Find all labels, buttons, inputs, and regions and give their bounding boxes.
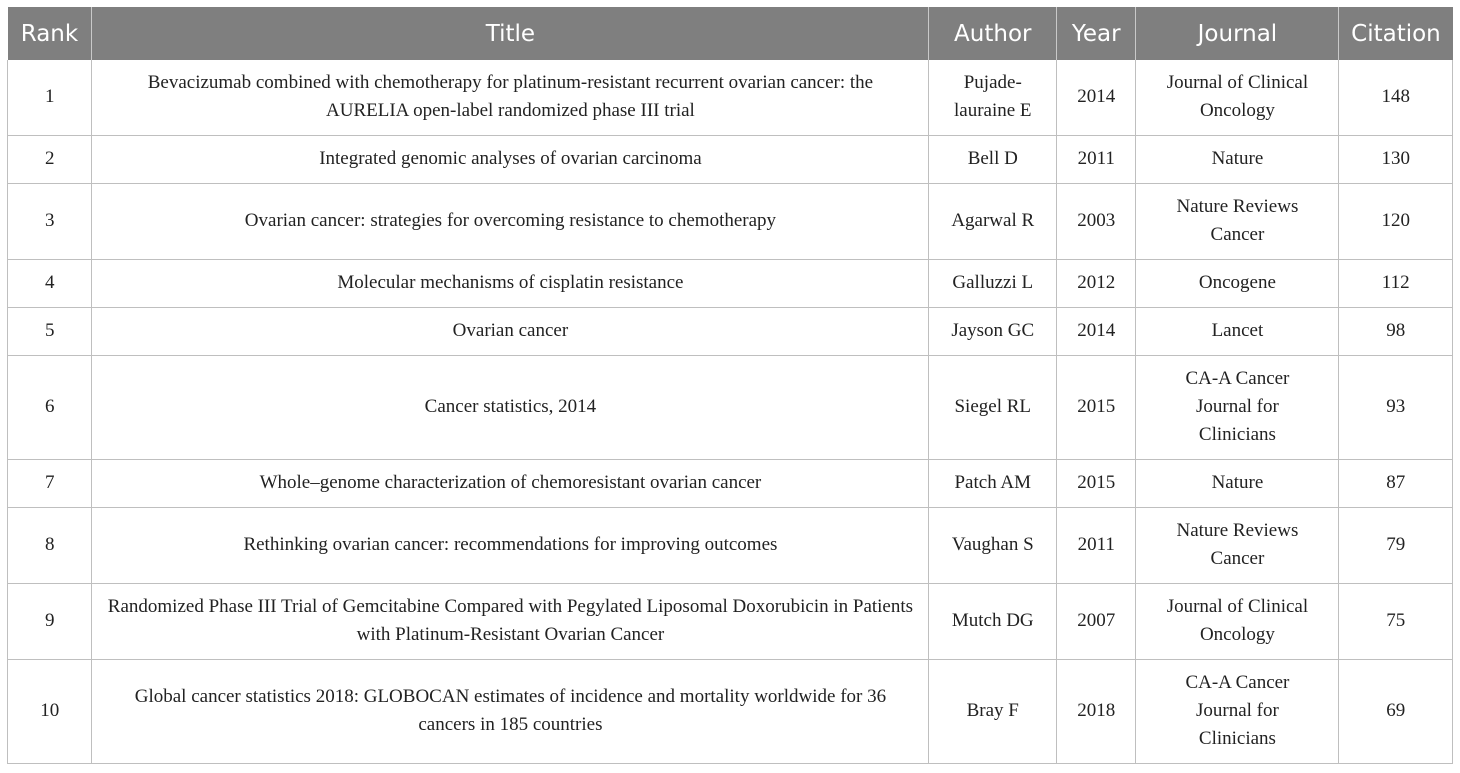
- cell-journal: CA-A Cancer Journal for Clinicians: [1136, 659, 1339, 763]
- cell-author: Bell D: [929, 135, 1057, 183]
- cell-author: Bray F: [929, 659, 1057, 763]
- header-title: Title: [92, 7, 929, 60]
- top-cited-papers-table: [7, 7, 1453, 764]
- cell-author: Patch AM: [929, 459, 1057, 507]
- cell-title: Cancer statistics, 2014: [92, 355, 929, 459]
- cell-journal: Oncogene: [1136, 259, 1339, 307]
- cell-citation: 87: [1339, 459, 1453, 507]
- header-citation: Citation: [1339, 7, 1453, 60]
- cell-journal: Nature: [1136, 135, 1339, 183]
- citation-table-container: [7, 7, 1453, 764]
- cell-journal: Nature Reviews Cancer: [1136, 507, 1339, 583]
- cell-year: 2018: [1057, 659, 1136, 763]
- cell-rank: 6: [8, 355, 92, 459]
- cell-citation: 98: [1339, 307, 1453, 355]
- cell-year: 2011: [1057, 135, 1136, 183]
- cell-author: Mutch DG: [929, 583, 1057, 659]
- header-year: Year: [1057, 7, 1136, 60]
- table-row: [8, 135, 1453, 183]
- cell-title: Global cancer statistics 2018: GLOBOCAN estimates of incidence and mortality worldwide for 36 cancers in 185 countries: [92, 659, 929, 763]
- cell-year: 2007: [1057, 583, 1136, 659]
- cell-author: Agarwal R: [929, 183, 1057, 259]
- table-row: [8, 259, 1453, 307]
- cell-title: Randomized Phase III Trial of Gemcitabine Compared with Pegylated Liposomal Doxorubicin in Patients with Platinum-Resistant Ovarian Cancer: [92, 583, 929, 659]
- cell-rank: 3: [8, 183, 92, 259]
- cell-citation: 120: [1339, 183, 1453, 259]
- cell-rank: 7: [8, 459, 92, 507]
- header-journal: Journal: [1136, 7, 1339, 60]
- cell-year: 2011: [1057, 507, 1136, 583]
- cell-author: Galluzzi L: [929, 259, 1057, 307]
- cell-journal: Journal of Clinical Oncology: [1136, 583, 1339, 659]
- cell-citation: 69: [1339, 659, 1453, 763]
- cell-citation: 148: [1339, 60, 1453, 135]
- cell-title: Bevacizumab combined with chemotherapy for platinum-resistant recurrent ovarian cancer: the AURELIA open-label randomized phase III trial: [92, 60, 929, 135]
- cell-year: 2003: [1057, 183, 1136, 259]
- cell-author: Siegel RL: [929, 355, 1057, 459]
- cell-title: Rethinking ovarian cancer: recommendations for improving outcomes: [92, 507, 929, 583]
- cell-title: Molecular mechanisms of cisplatin resistance: [92, 259, 929, 307]
- table-row: [8, 583, 1453, 659]
- cell-citation: 112: [1339, 259, 1453, 307]
- table-row: [8, 659, 1453, 763]
- cell-rank: 2: [8, 135, 92, 183]
- cell-rank: 9: [8, 583, 92, 659]
- cell-journal: Journal of Clinical Oncology: [1136, 60, 1339, 135]
- table-row: [8, 183, 1453, 259]
- cell-author: Pujade-lauraine E: [929, 60, 1057, 135]
- cell-author: Jayson GC: [929, 307, 1057, 355]
- cell-author: Vaughan S: [929, 507, 1057, 583]
- header-rank: Rank: [8, 7, 92, 60]
- cell-citation: 130: [1339, 135, 1453, 183]
- table-row: [8, 355, 1453, 459]
- cell-title: Whole–genome characterization of chemoresistant ovarian cancer: [92, 459, 929, 507]
- cell-title: Ovarian cancer: [92, 307, 929, 355]
- table-row: [8, 60, 1453, 135]
- cell-rank: 5: [8, 307, 92, 355]
- table-row: [8, 459, 1453, 507]
- cell-title: Ovarian cancer: strategies for overcoming resistance to chemotherapy: [92, 183, 929, 259]
- cell-citation: 75: [1339, 583, 1453, 659]
- cell-journal: Lancet: [1136, 307, 1339, 355]
- cell-year: 2015: [1057, 355, 1136, 459]
- cell-citation: 79: [1339, 507, 1453, 583]
- cell-journal: Nature Reviews Cancer: [1136, 183, 1339, 259]
- cell-journal: Nature: [1136, 459, 1339, 507]
- cell-year: 2015: [1057, 459, 1136, 507]
- cell-rank: 10: [8, 659, 92, 763]
- table-header-row: [8, 7, 1453, 60]
- header-author: Author: [929, 7, 1057, 60]
- table-row: [8, 307, 1453, 355]
- cell-journal: CA-A Cancer Journal for Clinicians: [1136, 355, 1339, 459]
- cell-year: 2014: [1057, 307, 1136, 355]
- cell-rank: 1: [8, 60, 92, 135]
- cell-year: 2012: [1057, 259, 1136, 307]
- cell-rank: 4: [8, 259, 92, 307]
- table-row: [8, 507, 1453, 583]
- cell-rank: 8: [8, 507, 92, 583]
- cell-year: 2014: [1057, 60, 1136, 135]
- cell-title: Integrated genomic analyses of ovarian carcinoma: [92, 135, 929, 183]
- cell-citation: 93: [1339, 355, 1453, 459]
